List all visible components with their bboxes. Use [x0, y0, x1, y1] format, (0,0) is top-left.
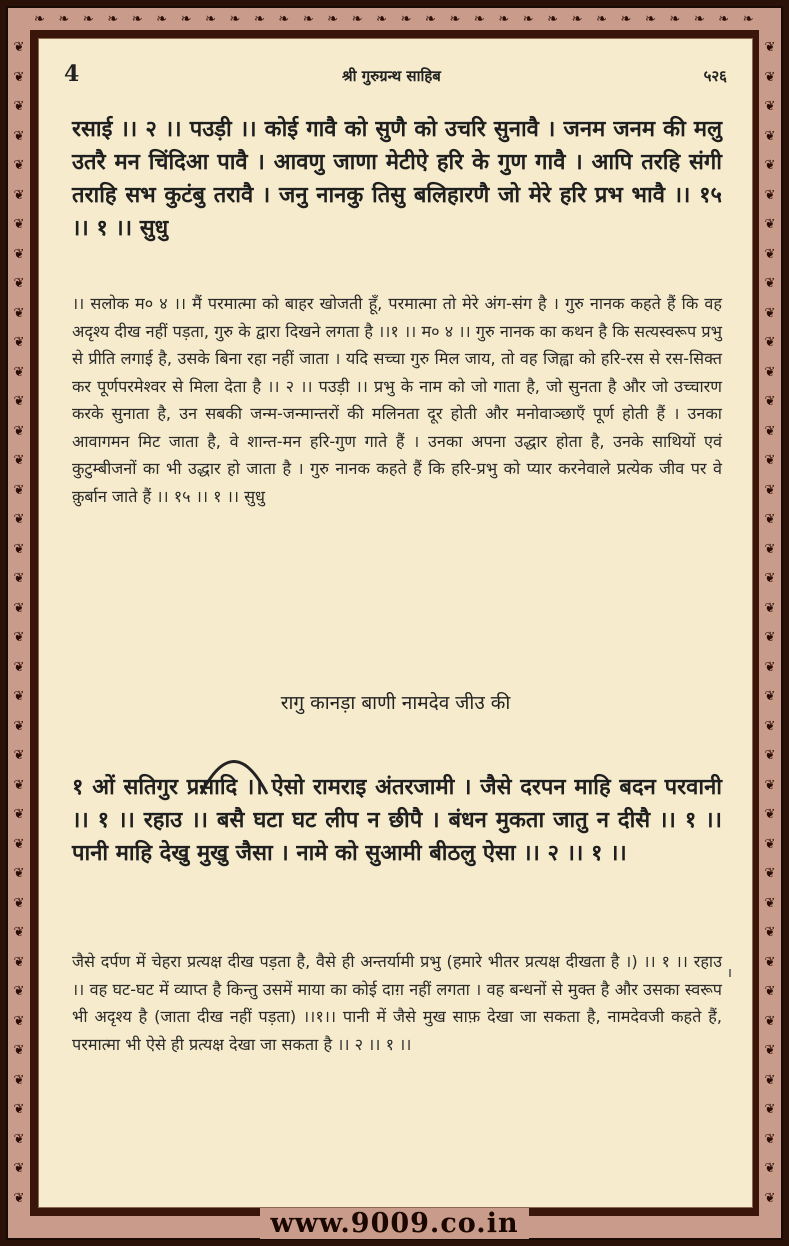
translation-section-2: जैसे दर्पण में चेहरा प्रत्यक्ष दीख पड़ता है, वैसे ही अन्तर्यामी प्रभु (हमारे भीतर प्रत्यक्ष दीखता है ।) ।। १ ।। रहाउ ।। वह घट-घट में व्याप्त है किन्तु उसमें माया का कोई दाग़ नहीं लगता । वह बन्धनों से मुक्त है और उसका स्वरूप भी अदृश्य है (जाता दीख नहीं पड़ता) ।।१।। पानी में जैसे मुख साफ़ देखा जा सकता है, नामदेवजी कहते हैं, परमात्मा भी ऐसे ही प्रत्यक्ष देखा जा सकता है ।। २ ।। १ ।। — [72, 952, 722, 1054]
section-heading: रागु कानड़ा बाणी नामदेव जीउ की — [280, 692, 511, 714]
gurbani-section-1: रसाई ।। २ ।। पउड़ी ।। कोई गावै को सुणै को उचरि सुनावै । जनम जनम की मलु उतरै मन चिंदिआ पावै । आवणु जाणा मेटीऐ हरि के गुण गावै । आपि तरहि संगी तराहि सभ कुटंबु तरावै । जनु नानकु तिसु बलिहारणै जो मेरे हरि प्रभ भावै ।। १५ ।। १ ।। सुधु — [72, 117, 722, 241]
page-number-left: 4 — [64, 61, 80, 87]
gurbani-section-2: १ ओं सतिगुर प्रसादि ।। ऐसो रामराइ अंतरजामी । जैसे दरपन माहि बदन परवानी ।। १ ।। रहाउ ।। बसै घटा घट लीप न छीपै । बंधन मुकता जातु न दीसै ।। १ ।। पानी माहि देखु मुखु जैसा । नामे को सुआमी बीठलु ऐसा ।। २ ।। १ ।। — [72, 775, 722, 866]
margin-mark — [729, 969, 731, 977]
page-header — [64, 61, 727, 91]
website-footer — [0, 1208, 789, 1242]
translation-section-1: ।। सलोक म० ४ ।। मैं परमात्मा को बाहर खोजती हूँ, परमात्मा तो मेरे अंग-संग है । गुरु नानक कहते हैं कि वह अदृश्य दीख नहीं पड़ता, गुरु के द्वारा दिखने लगता है ।।१ ।। म० ४ ।। गुरु नानक का कथन है कि सत्यस्वरूप प्रभु से प्रीति लगाई है, उसके बिना रहा नहीं जाता । यदि सच्चा गुरु मिल जाय, तो वह जिह्वा को हरि-रस से रस-सिक्त कर पूर्णपरमेश्वर से मिला देता है ।। २ ।। पउड़ी ।। प्रभु के नाम को जो गाता है, जो सुनता है और जो उच्चारण करके सुनाता है, उन सबकी जन्म-जन्मान्तरों की मलिनता दूर होती और मनोवाञ्छाएँ पूर्ण होती हैं । उनका आवागमन मिट जाता है, वे शान्त-मन हरि-गुण गाते हैं । उनका अपना उद्धार होता है, उनके साथियों एवं कुटुम्बीजनों का भी उद्धार हो जाता है । गुरु नानक कहते हैं कि हरि-प्रभु को प्यार करनेवाले प्रत्येक जीव पर वे क़ुर्बान जाते हैं ।। १५ ।। १ ।। सुधु — [72, 294, 722, 506]
page-paper — [38, 38, 753, 1208]
page-number-right: ५२६ — [703, 67, 727, 85]
book-title: श्री गुरुग्रन्थ साहिब — [342, 67, 441, 85]
frame-scroll-left: ❦ ❦ ❦ ❦ ❦ ❦ ❦ ❦ ❦ ❦ ❦ ❦ ❦ ❦ ❦ ❦ ❦ ❦ ❦ ❦ ❦ ❦ ❦ ❦ ❦ ❦ ❦ ❦ ❦ ❦ ❦ ❦ ❦ ❦ ❦ ❦ ❦ ❦ ❦ ❦ — [13, 40, 25, 1206]
website-url: www.9009.co.in — [260, 1208, 528, 1239]
frame-scroll-right: ❦ ❦ ❦ ❦ ❦ ❦ ❦ ❦ ❦ ❦ ❦ ❦ ❦ ❦ ❦ ❦ ❦ ❦ ❦ ❦ ❦ ❦ ❦ ❦ ❦ ❦ ❦ ❦ ❦ ❦ ❦ ❦ ❦ ❦ ❦ ❦ ❦ ❦ ❦ ❦ — [764, 40, 776, 1206]
frame-scroll-top: ❧ ❧ ❧ ❧ ❧ ❧ ❧ ❧ ❧ ❧ ❧ ❧ ❧ ❧ ❧ ❧ ❧ ❧ ❧ ❧ ❧ ❧ ❧ ❧ ❧ ❧ ❧ ❧ ❧ ❧ — [34, 11, 755, 27]
